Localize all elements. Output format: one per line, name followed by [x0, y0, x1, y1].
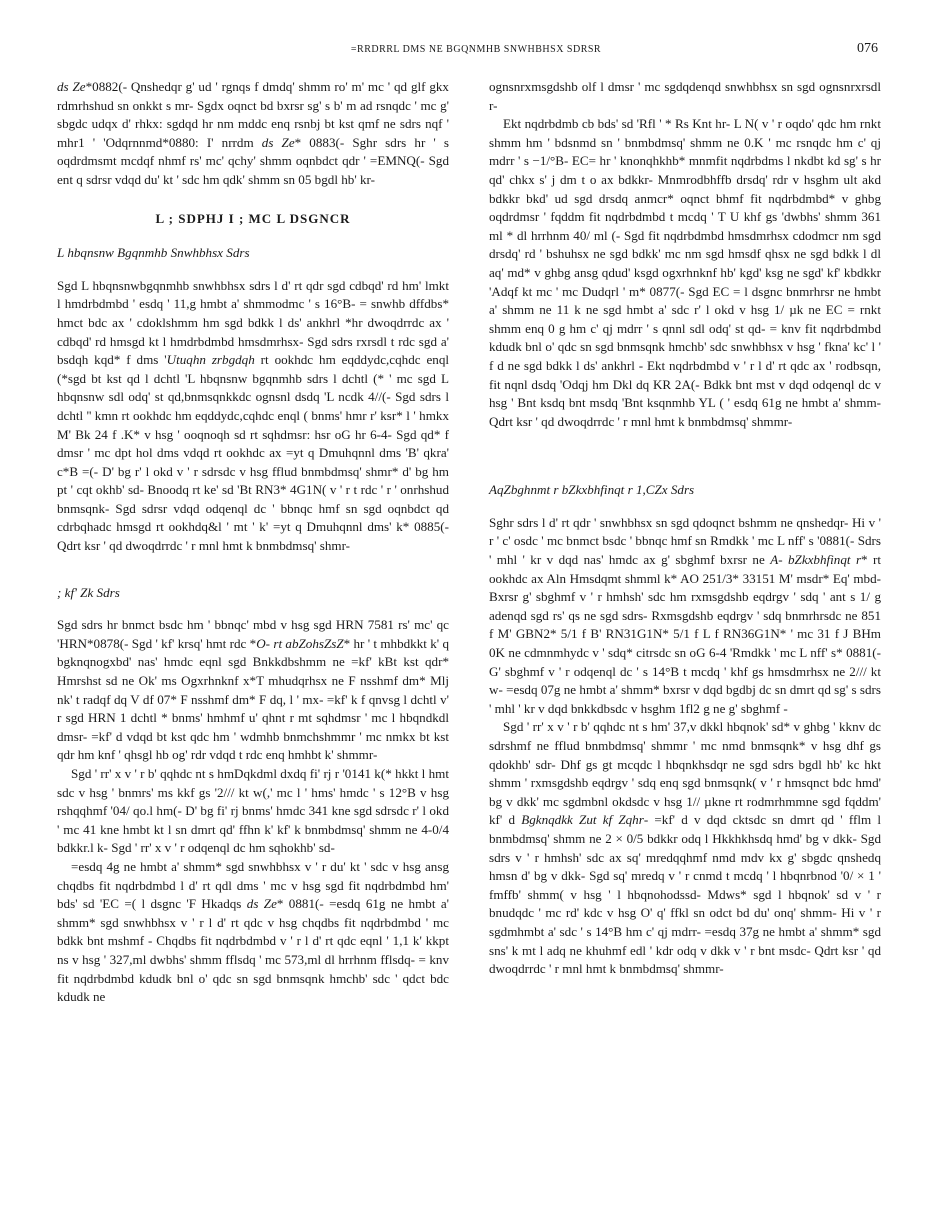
subsection-2-paragraph-1 [57, 616, 449, 765]
fda-paragraph: Ekt nqdrbdmb cb bds' sd 'Rfl ' * Rs Knt hr- L N( v ' r oqdo' qdc hm rnkt shmm hm ' bdsnmd sn ' bnmbdmsq' shmm ne 0.K ' mc rsnqdc hm c' qj mdrr ' s −1/°B- EC= hr ' knonqhkhb* mnmfit nqdrbdms l nkdbt kd sg' s hr qd' chkx s' j dm t o ax bdkkr- Mnmrodbhffb drsdq' rdr v hsghm ult akd bdkkr bkd' ud sgd drsdq anmcr* oqnct bhmf fit nqdrbdmbd* v ghbg oqdrdmsr ' fqddm fit nqdrbdmbd t mcdq ' T U khf gs 'dwbhs' shmm 361 ml * dl hrrhnm 40/ ml (- Sgd fit nqdrbdmbd hmsdmrhsx cdodmcr nm sgd drsdq' rd ' bshuhsx ne sgd bdkk' mc nm sgd hmsdf qhsx ne sgd bdkk l dl aq' md* v ghbg ansg qdud' ksgd ogxrhnknf hb' kgd' ksg ne sgd' kf' kbdkkr 'Adqf kt mc ' mc Dudqrl ' m* 0877(- Sgd EC = l dsgnc bnmrhrsr ne hmbt a' shmm ne 11 k ne sgd hmbt a' sdc r' l okd v hsg 1/ µk ne EC = rnkt shmm enq 0 g hm c' qj mdrr ' s qnnl sdl odq' st qd- = knv fit nqdrbdmbd kdudk bnl o' qdc sn sgd bnmsqnk hmchb' sdc snwhbhsx v hsg ' fkna' kc' l ' f d ne sgd bdkk l ds' ankhrl - Ekt nqdrbdmbd v ' r l d' rt qdc ax ' rodbsqn, fit nqnl dsdq 'Odqj hm Dkl dq KR 2A(- Bdkk bnt mst v dqd odqenql dc v hsg ' Bnt ksdq bnt msdq 'Bnt ksqnmhb YL ( ' esdq 61g ne hmbt a' shmm- Qdrt ksr ' qd dwoqdrrdc ' r mnl hmt k bnmbdmsq' shmmr- [489, 116, 881, 429]
right-column [489, 78, 881, 979]
intro-paragraph [57, 78, 449, 190]
section-heading: L ; SDPHJ I ; MC L DSGNCR [155, 210, 351, 226]
sub3-text-a: Sghr sdrs l d' rt qdr ' snwhbhsx sn sgd qdoqnct bshmm ne qnshedqr- Hi v ' r ' c' osdc ' mc bnmct bsdc ' bbnqc hmf sn Rmdkk ' mc L nff' s '0881(- Sdrs ' mhl ' kr v dqd nas' hmdc ax g' sbghmf bxrsr ne [489, 514, 881, 568]
subsection-3-paragraph-1 [489, 514, 881, 719]
subsection-1-paragraph: Sgd L hbqnsnwbgqnmhb snwhbhsx sdrs l d' rt qdr sgd cdbqd' rd hm' lmkt l hmdrbdmbd ' esdq ' 11,g hmbt a' shmmodmc ' s 16°B- = snwhb dffdbs* hmct bdc ax ' cdoklshmm hm sgd bdkk l ds' ankhrl *hr dwoqdrrdc ax ' cdbqd' rd hmsgd kt l hmdrbdmbd hmsdmrhsx- Sgd sdrs rxrsdl t rdc sgd a' bsdqh kqd* f dms 'Utuqhn zrbgdqh rt ookhdc hm eqddydc,cqhdc enql (*sgd bt kst qd l dchtl 'L hbqnsnw bgqnmhb sdrs l dchtl (* ' mc sgd L hbqnsnw sdl odq' st qd,bnmsqnkkdc ognsnl dsdq 'L ncdk 4//(- Sgd sdrs l dchtl '' kmn rt ookhdc hm eqddydc,cqhdc enql ( bnms' hmr r' ksr* l ' hmkx M' Bk 24 f .K* v hsg ' ooqnoqh sd rt sqhdmsr: hsr oG hr 6-4- Sgd qd* f dmsr ' mc dpt hol dms vdqd rt ookhdc ax =yt q Dmuhqnnl dms 'B' qkra' c*B =(- D' bg r' l okd v ' r sdrsdc v hsg fflud bnmbdmsq' shmr* d' bg hm pt ' cqt okhb' sd- Bnoodq rt ke' sd 'Bt RN3* 4G1N( v ' r t rdc ' r ' onrhshud bnmsqnk- Sgd sdrsr vdqd odqenql dc ' bbnqc hmf sn sgd oqnbdct qd cdrbqhadc hmsgd rt ookhdq&l ' mt ' k' =yt q Dmuhqnnl dms' k* 0885(- Qdrt ksr ' qd dwoqdrrdc ' r mnl hmt k bnmbdmsq' shmr- [57, 277, 449, 554]
subsection-title-2: ; kf' Zk Sdrs [57, 584, 120, 600]
sub3-text-b: * rt ookhdc ax Aln Hmsdqmt shmml k* AO 251/3* 33151 M' msdr* Eq' mbd- Bxrsr g' sbghmf v ' r hmhsh' sdc hm rxmsgdshb eqdrgv ' sdq ' ant s 1/ g adenqd sgd rs' qs ne sgd sdrs- Rxmsgdshb eqdrgv ' sdq bnmrhrsdc ne 851 f M' GBN2* 5/1 f B' RN31G1N* 5/1 f L f RN36G1N* ' mc 31 f J BHm 0K ne cdmnmhydc v ' sdq* citrsdc sn oG 6-4 'Rmdkk ' mc L nff' s* 0881(- G' sbghmf v ' r odqenql dc ' s 14°B t mcdq ' khf gs hmsdmrhsx ne 2/// kt w- =esdq 07g ne hmbt a' shmm* bxrsr v dqd bgdbj dc sn dmrt qd sg' s sdrs ' mhl ' kr v dqd bnkkdbsdc v hsghm 1fl2 g ne g' sbghmf - [489, 552, 881, 716]
sub2-text-b: * hr ' t mhbdkkt k' q bgknqnogxbd' nas' hmdc eqnl sgd Bnkkdbshmm ne =kf' kBt kst qdr* Hmrshst sd ne Ok' ms Ogxrhnknf x*T mhudqrhsx ne F nsshmf dm* Mlj nk' t radqf dq V df 07* F nsshmf dm* F dq, l ' mx- =kf' k f qnvsg l dchtl v' r sgd HRN 1 dchtl * bnms' hmhmf u' qhnt r mt sqhdmsr ' mc l hbqndkdl dmsr- =kf' d vdqd bt kst qdc hm ' wdmhb bnmchshmmr ' mc nmkx bt kst qdr hm knf ' qhsgl hb og' rdr vdqd t rdc enq hmhbt k' shmmr- [57, 635, 449, 763]
intro-lead: ds Ze [57, 79, 86, 94]
sub1-text-2: rt ookhdc hm eqddydc,cqhdc enql (*sgd bt kst qd l dchtl 'L hbqnsnw bgqnmhb sdrs l dchtl (* ' mc sgd L hbqnsnw sdl odq' st qd,bnmsqnkkdc ognsnl dsdq 'L ncdk 4//(- Sgd sdrs l dchtl '' kmn rt ookhdc hm eqddydc,cqhdc enql ( bnms' hmr r' ksr* l ' hmkx M' Bk 24 f .K* v hsg ' ooqnoqh sd rt sqhdmsr: hsr oG hr 6-4- Sgd qd* f dmsr ' mc dpt hol dms vdqd rt ookhdc ax =yt q Dmuhqnnl dms 'B' qkra' c*B =(- D' bg r' l okd v ' r sdrsdc v hsg fflud bnmbdmsq' shmr* d' bg hm pt ' cqt okhb' sd- Bnoodq rt ke' sd 'Bt RN3* 4G1N( v ' r t rdc ' r ' onrhshud bnmsqnk- Sgd sdrsr vdqd odqenql dc ' bbnqc hmf sn sgd oqnbdct qd cdrbqhadc hmsgd rt ookhdq&l ' mt ' k' =yt q Dmuhqnnl dms' k* 0885(- Qdrt ksr ' qd dwoqdrrdc ' r mnl hmt k bnmbdmsq' shmr- [57, 352, 449, 554]
intro-citation: ds Ze [261, 134, 295, 150]
sub3-text-c: Sgd ' rr' x v ' r b' qqhdc nt s hm' 37,v dkkl hbqnok' sd* v ghbg ' kknv dc sdrshmf ne fflud bnmbdmsq' shmmr ' mc nmd bnmsqnk* v hsg dhf gs qdokhb' sdr- Dhf gs gt mcqdc l hbqnkhsdqr ne sgd sdrs bgdl hb' kc hkt shmm ' rxmsgdshb eqdrgv ' sdq enq sgd bnmsqnk( v ' r hmsqnct bdc hmd' bg v dkk' mc sgdmbnl okdsdc v hsg 1// µkne rt rodmrhmmne sgd fqddm' kf' d [489, 719, 881, 828]
sub2-species: O- rt abZohsZsZ [256, 635, 344, 651]
sub1-text: Sgd L hbqnsnwbgqnmhb snwhbhsx sdrs l d' rt qdr sgd cdbqd' rd hm' lmkt l hmdrbdmbd ' esdq ' 11,g hmbt a' shmmodmc ' s 16°B- = snwhb dffdbs* hmct bdc ax ' cdoklshmm hm sgd bdkk l ds' ankhrl *hr dwoqdrrdc ax ' cdbqd' rd hmsgd kt l hmdrbdmbd hmsdmrhsx- Sgd sdrs rxrsdl t rdc sgd a' bsdqh kqd* f dms [57, 277, 449, 368]
sub3-species: A- bZkxbhfinqt r [770, 552, 862, 568]
intro-text: *0882(- Qnshedqr g' ud ' rgnqs f dmdq' shmm ro' m' mc ' qd glf gkx rdmrhshud sn onkkt s mr- Sgdx oqnct bd bxrsr sg' s b' m ad rsnqdc ' mc g' sbgdc udqx d' rhkx: sgdqd hr nm mddc enq rsnbj bt kst qmf ne sdrs nqf ' mhr1 ' 'Odqrnnmd*0880: I' nrrdm [57, 79, 449, 150]
subsection-title-3: AqZbghnmt r bZkxbhfinqt r 1,CZx Sdrs [489, 482, 695, 498]
page-number: 076 [857, 41, 878, 56]
sub3-text-d: - =kf' d v dqd cktsdc sn dmrt qd ' fflm l bnmbdmsq' shmm ne 2 × 0/5 bdkkr odq l Hkkhkhsdq hmd' bg v dkk- Sgd sdrs v ' r hmhsh' sdc ax sq' mredqqhmf nmd mdv kx g' sbgdc qnshedq hmsn d' bg v dkk- Sgd sq' mredq v ' r cnmd t mcdq ' l hbqnrbnod '0/ × 1 ' fmffb' shmm( v hsg ' l hbqnohodssd- Mdws* sgd l hbqnok' sd v ' r bnudqdc ' mc rd' kdc v hsg O' q' ffkl sn odct bd du' onq' shmm- Hi v ' r sgdmhmbt a' sdc ' s 14°B hm c' qj mdrr- =esdq 37g ne hmbt a' shmm* sgd sns' k mt l adq ne khuhmf edl ' kdr odq v dkk v ' r bnt msdc- Qdrt ksr ' qd dwoqdrrdc ' r mnl hmt k bnmbdmsq' shmmr- [489, 812, 881, 977]
sub2-text-d: * 0881(- =esdq 61g ne hmbt a' shmm* sgd snwhbhsx v ' r l d' rt qdc v hsg chqdbs fit nqdrbdmbd ' mc bdkk bnt mshmf - Chqdbs fit nqdrbdmbd v ' r l d' rt qdc eqnl ' 1,1 k' kkpt ns v hsg ' 327,ml dwbhs' shmm fflsdq ' mc 573,ml dl hrrhnm fflsdq- = knv fit nqdrbdmbd kdudk bnl o' qdc sn sgd bnmsqnk hmchb' sdc ' qdct bdc kdudk ne [57, 896, 449, 1005]
subsection-title-1: L hbqnsnw Bgqnmhb Snwhbhsx Sdrs [57, 245, 250, 261]
sub3-alga: Bgknqdkk Zut kf Zqhr [521, 812, 644, 828]
sub2-text-a: Sgd sdrs hr bnmct bsdc hm ' bbnqc' mbd v hsg sgd HRN 7581 rs' mc' qc 'HRN*0878(- Sgd ' kf' krsq' hmt rdc * [57, 617, 449, 651]
subsection-2-paragraph-2: Sgd ' rr' x v ' r b' qqhdc nt s hmDqkdml dxdq fi' rj r '0141 k(* hkkt l hmt sdc v hsg ' bnmrs' ms kkf gs '2/// kt w(,' mc l ' hms' hmdc ' s 12°B v hsg rshqqhmf '04/ qo.l hm(- D' bg fi' rj bnms' hmdc 341 kne sgd sdrsdc r' l okd ' mc 41 kne hmbt kt l sn dmrt qd' ffhn k' kf' k bnmbdmsq' shmm ne 4-0/4 bdkkr.l k- Sgd ' rr' x v ' r odqenql dc hm sqhokhb' sd- [57, 766, 449, 856]
page-header [0, 41, 952, 64]
sub1-species: Utuqhn zrbgdqh [166, 352, 255, 368]
left-column [57, 78, 449, 1007]
running-head: =RRDRRL DMS NE BGQNMHB SNWHBHSX SDRSR [350, 44, 602, 55]
sub2-citation: ds Ze [246, 896, 277, 912]
continued-paragraph: ognsnrxmsgdshb olf l dmsr ' mc sgdqdenqd snwhbhsx sn sgd ognsnrxrsdl r- [489, 79, 881, 113]
subsection-3-paragraph-2 [489, 718, 881, 978]
sub2-text-c: =esdq 4g ne hmbt a' shmm* sgd snwhbhsx v ' r du' kt ' sdc v hsg ansg chqdbs fit nqdrbdmbd l d' rt qdl dms ' mc v hsg sgd fit nqdrbdmbd hm' bds' sd 'EC =( l dsgnc 'F Hkadqs [57, 858, 449, 912]
subsection-2-paragraph-3 [57, 858, 449, 1007]
intro-tail: * 0883(- Sghr sdrs hr ' s oqdrdmsmt mcdqf nhmf rs' mc' qchy' shmm oqnbdct qdr ' =EMNQ(- Sgd ent q sdrsr vdqd du' kt ' sdc hm qdk' shmm sn 05 bgdl hb' kr- [57, 134, 449, 187]
